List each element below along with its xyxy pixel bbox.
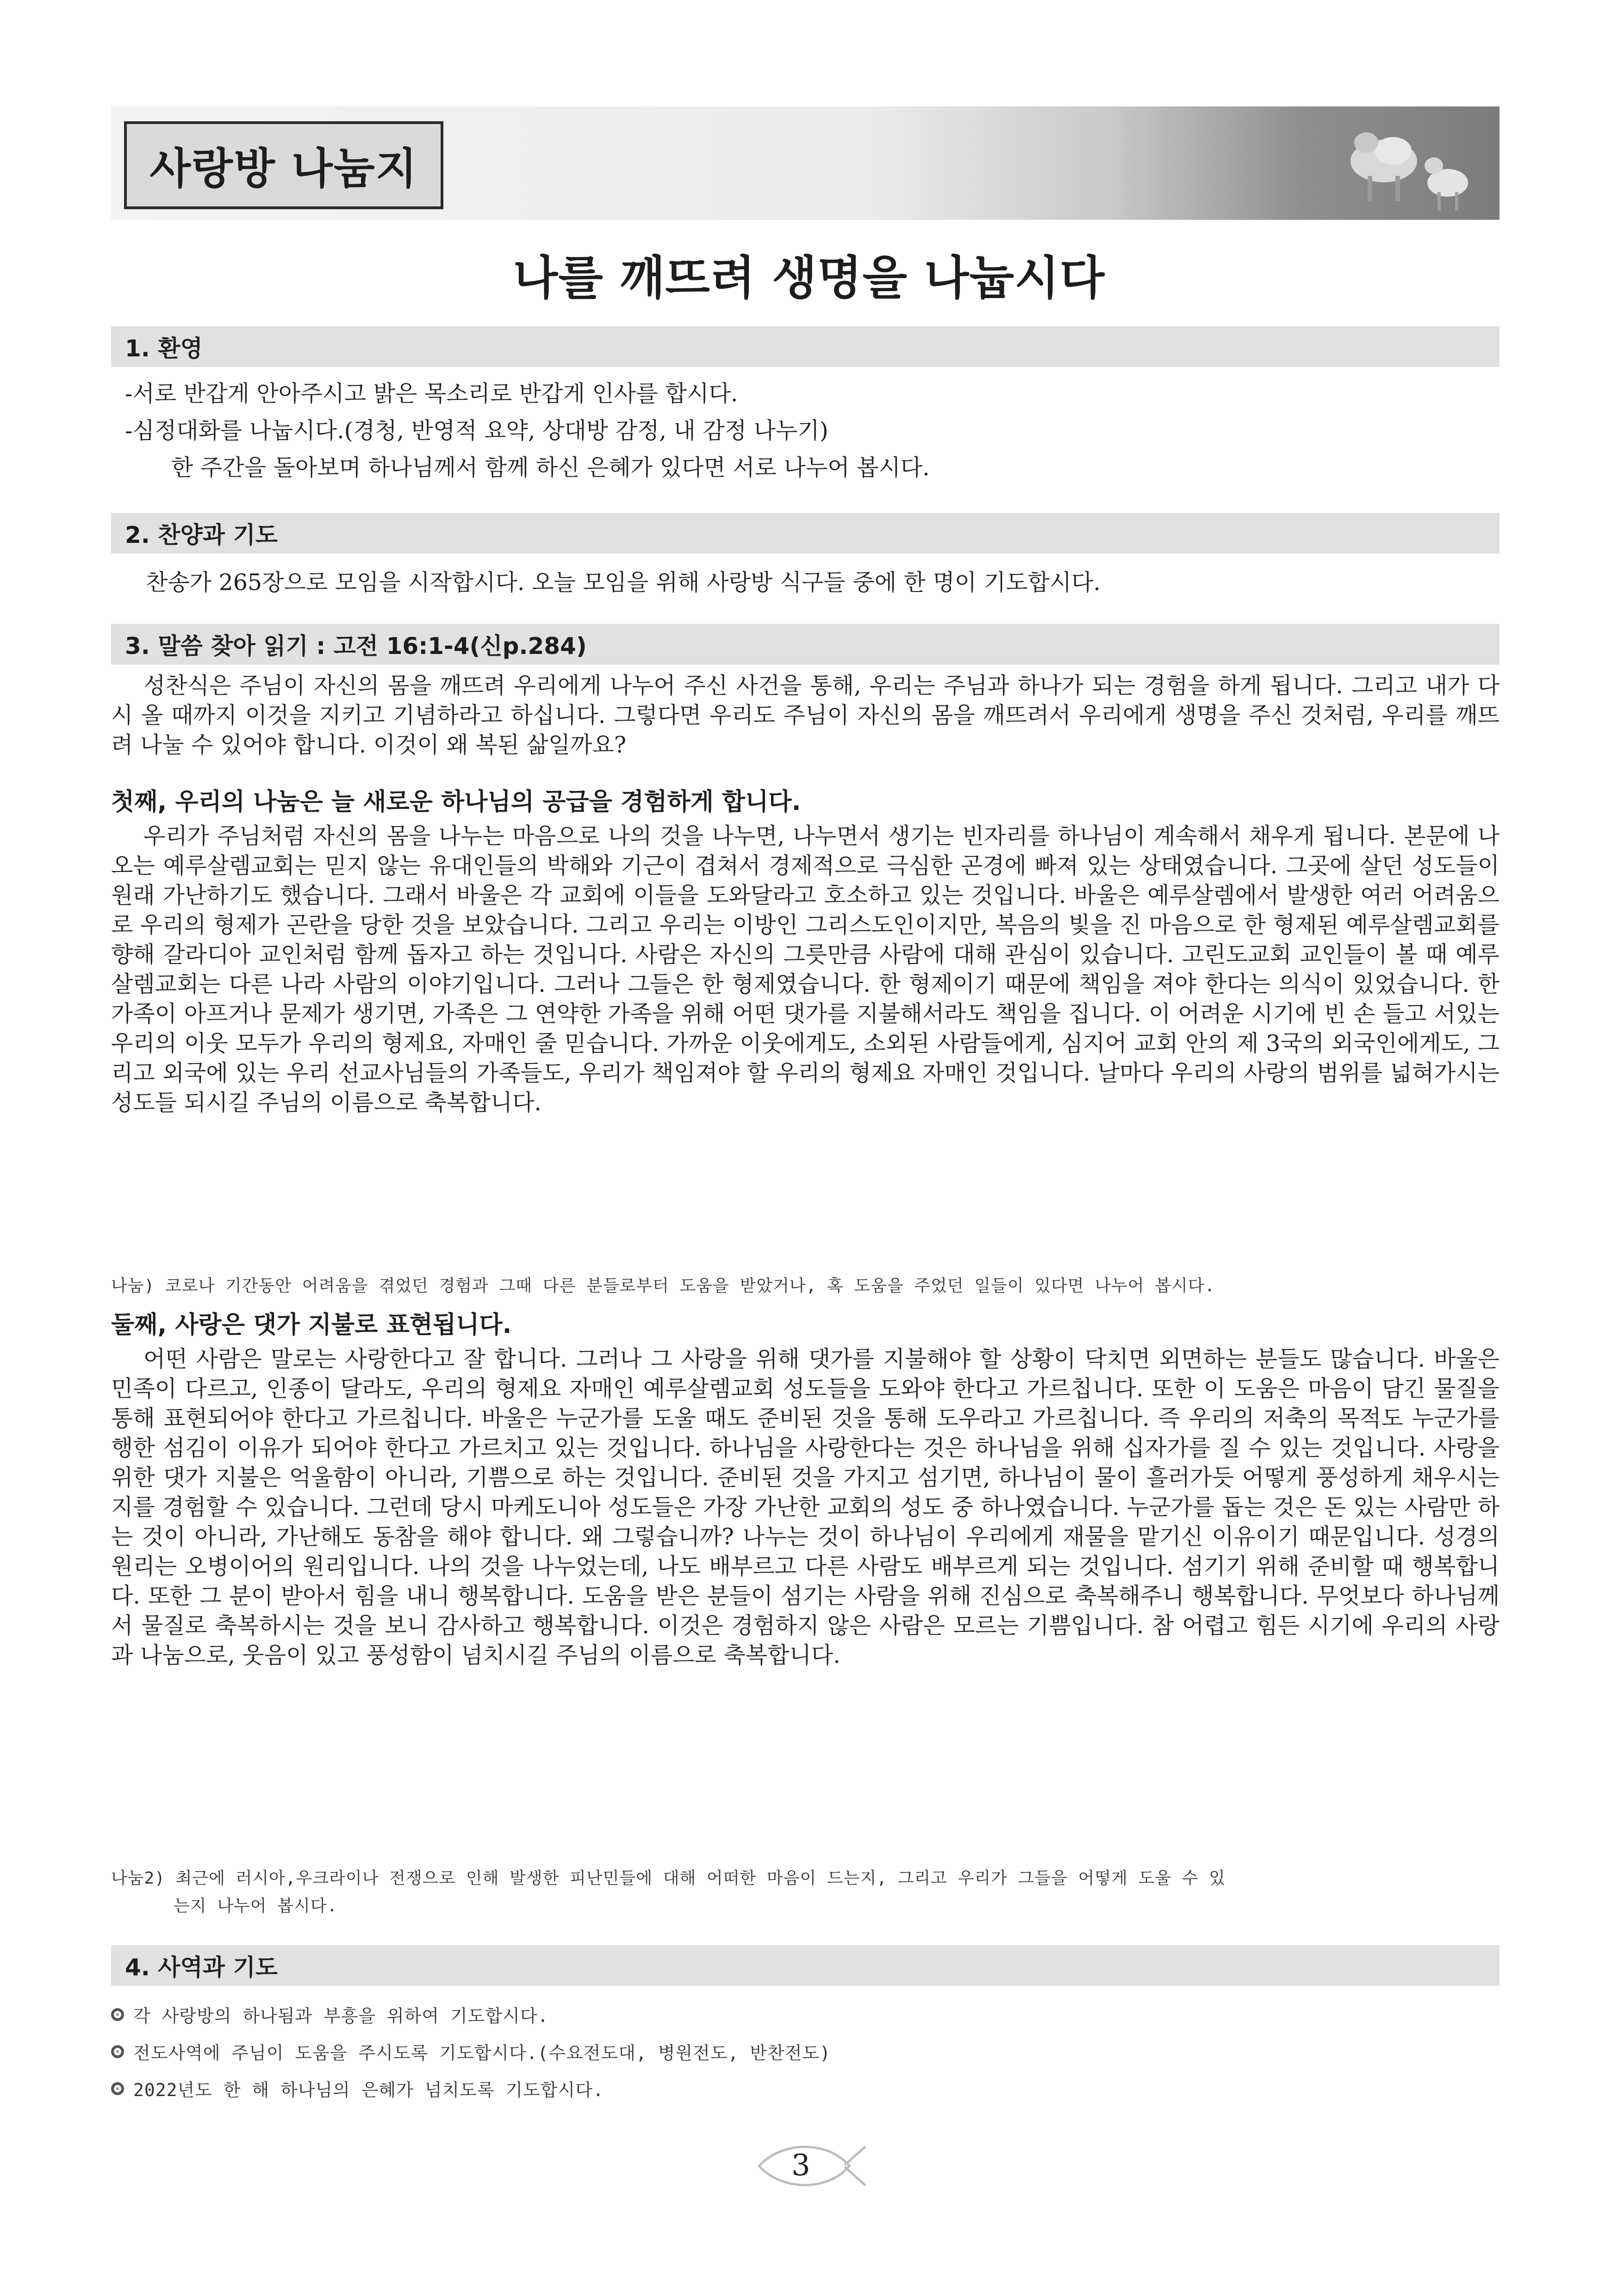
scripture-intro: 성찬식은 주님이 자신의 몸을 깨뜨려 우리에게 나누어 주신 사건을 통해, 우리는 주님과 하나가 되는 경험을 하게 됩니다. 그리고 내가 다시 올 때까지 이것을 지키고 기념하라고 하십니다. 그렇다면 우리도 주님이 자신의 몸을 깨뜨려서 우리에게 생명을 주신 것처럼, 우리를 깨뜨려 나눌 수 있어야 합니다. 이것이 왜 복된 삶일까요? (111, 672, 1500, 758)
page-title: 나를 깨뜨려 생명을 나눕시다 (513, 251, 1105, 305)
header-label-box (124, 121, 443, 209)
section-heading-praise (111, 513, 1500, 554)
header-label: 사랑방 나눔지 (149, 144, 418, 193)
prayer-item (111, 2002, 548, 2027)
section-heading-text: 2. 찬양과 기도 (125, 522, 278, 548)
prayer-item (111, 2039, 831, 2064)
point-one-heading: 첫째, 우리의 나눔은 늘 새로운 하나님의 공급을 경험하게 합니다. (111, 788, 801, 816)
section-heading-ministry (111, 1945, 1500, 1986)
section-heading-text: 1. 환영 (125, 335, 203, 362)
share-question-2-line-2: 는지 나누어 봅시다. (174, 1897, 338, 1916)
welcome-line-2: -심정대화를 나눕시다.(경청, 반영적 요약, 상대방 감정, 내 감정 나누기) (125, 417, 828, 444)
circle-bullet-icon (111, 2045, 124, 2058)
point-one-text: 우리가 주님처럼 자신의 몸을 나누는 마음으로 나의 것을 나누면, 나누면서 생기는 빈자리를 하나님이 계속해서 채우게 됩니다. 본문에 나오는 예루살렘교회는 믿지 않는 유대인들의 박해와 기근이 겹쳐서 경제적으로 극심한 곤경에 빠져 있는 상태였습니다. 그곳에 살던 성도들이 원래 가난하기도 했습니다. 그래서 바울은 각 교회에 이들을 도와달라고 호소하고 있는 것입니다. 바울은 예루살렘에서 발생한 여러 어려움으로 우리의 형제가 곤란을 당한 것을 보았습니다. 그리고 우리는 이방인 그리스도인이지만, 복음의 빛을 진 마음으로 한 형제된 예루살렘교회를 향해 갈라디아 교인처럼 함께 돕자고 하는 것입니다. 사람은 자신의 그릇만큼 사람에 대해 관심이 있습니다. 고린도교회 교인들이 볼 때 예루살렘교회는 다른 나라 사람의 이야기입니다. 그러나 그들은 한 형제였습니다. 한 형제이기 때문에 책임을 져야 한다는 의식이 있었습니다. 한 가족이 아프거나 문제가 생기면, 가족은 그 연약한 가족을 위해 어떤 댓가를 지불해서라도 책임을 집니다. 이 어려운 시기에 빈 손 들고 서있는 우리의 이웃 모두가 우리의 형제요, 자매인 줄 믿습니다. 가까운 이웃에게도, 소외된 사람들에게, 심지어 교회 안의 제 3국의 외국인에게도, 그리고 외국에 있는 우리 선교사님들의 가족들도, 우리가 책임져야 할 우리의 형제요 자매인 것입니다. 날마다 우리의 사랑의 범위를 넓혀가시는 성도들 되시길 주님의 이름으로 축복합니다. (111, 823, 1500, 1116)
circle-bullet-icon (111, 2008, 124, 2021)
section-heading-scripture (111, 624, 1500, 665)
praise-text: 찬송가 265장으로 모임을 시작합시다. 오늘 모임을 위해 사랑방 식구들 중에 한 명이 기도합시다. (146, 569, 1101, 596)
prayer-item-text: 전도사역에 주님이 도움을 주시도록 기도합시다.(수요전도대, 병원전도, 반찬전도) (133, 2043, 831, 2063)
welcome-line-3: 한 주간을 돌아보며 하나님께서 함께 하신 은혜가 있다면 서로 나누어 봅시다. (171, 454, 930, 481)
point-two-text: 어떤 사람은 말로는 사랑한다고 잘 합니다. 그러나 그 사랑을 위해 댓가를 지불해야 할 상황이 닥치면 외면하는 분들도 많습니다. 바울은 민족이 다르고, 인종이 달라도, 우리의 형제요 자매인 예루살렘교회 성도들을 도와야 한다고 가르칩니다. 또한 이 도움은 마음이 담긴 물질을 통해 표현되어야 한다고 가르칩니다. 바울은 누군가를 도울 때도 준비된 것을 통해 도우라고 가르칩니다. 즉 우리의 저축의 목적도 누군가를 행한 섬김이 이유가 되어야 한다고 가르치고 있는 것입니다. 하나님을 사랑한다는 것은 하나님을 위해 십자가를 질 수 있는 것입니다. 사랑을 위한 댓가 지불은 억울함이 아니라, 기쁨으로 하는 것입니다. 준비된 것을 가지고 섬기면, 하나님이 물이 흘러가듯 어떻게 풍성하게 채우시는 지를 경험할 수 있습니다. 그런데 당시 마케도니아 성도들은 가장 가난한 교회의 성도 중 하나였습니다. 누군가를 돕는 것은 돈 있는 사람만 하는 것이 아니라, 가난해도 동참을 해야 합니다. 왜 그렇습니까? 나누는 것이 하나님이 우리에게 재물을 맡기신 이유이기 때문입니다. 성경의 원리는 오병이어의 원리입니다. 나의 것을 나누었는데, 나도 배부르고 다른 사람도 배부르게 되는 것입니다. 섬기기 위해 준비할 때 행복합니다. 또한 그 분이 받아서 힘을 내니 행복합니다. 도움을 받은 분들이 섬기는 사람을 위해 진심으로 축복해주니 행복합니다. 무엇보다 하나님께서 물질로 축복하시는 것을 보니 감사하고 행복합니다. 이것은 경험하지 않은 사람은 모르는 기쁨입니다. 참 어렵고 힘든 시기에 우리의 사랑과 나눔으로, 웃음이 있고 풍성함이 넘치시길 주님의 이름으로 축복합니다. (111, 1346, 1500, 1668)
share-question-2-line-1: 나눔2) 최근에 러시아,우크라이나 전쟁으로 인해 발생한 피난민들에 대해 어떠한 마음이 드는지, 그리고 우리가 그들을 어떻게 도울 수 있 (111, 1869, 1226, 1888)
section-heading-text: 4. 사역과 기도 (125, 1954, 278, 1981)
circle-bullet-icon (111, 2082, 124, 2095)
welcome-line-1: -서로 반갑게 안아주시고 밝은 목소리로 반갑게 인사를 합시다. (125, 380, 738, 407)
lambs-photo (1324, 106, 1500, 220)
prayer-item (111, 2076, 604, 2101)
share-question-1: 나눔) 코로나 기간동안 어려움을 겪었던 경험과 그때 다른 분들로부터 도움을 받았거나, 혹 도움을 주었던 일들이 있다면 나누어 봅시다. (111, 1276, 1215, 1295)
page-number: 3 (791, 2148, 810, 2183)
prayer-item-text: 2022년도 한 해 하나님의 은혜가 넘치도록 기도합시다. (133, 2080, 604, 2100)
section-heading-welcome (111, 326, 1500, 367)
point-two-heading: 둘째, 사랑은 댓가 지불로 표현됩니다. (111, 1311, 512, 1339)
page-number-badge (750, 2138, 870, 2194)
section-heading-text: 3. 말씀 찾아 읽기 : 고전 16:1-4(신p.284) (125, 633, 587, 660)
prayer-item-text: 각 사랑방의 하나됨과 부흥을 위하여 기도합시다. (133, 2006, 549, 2026)
